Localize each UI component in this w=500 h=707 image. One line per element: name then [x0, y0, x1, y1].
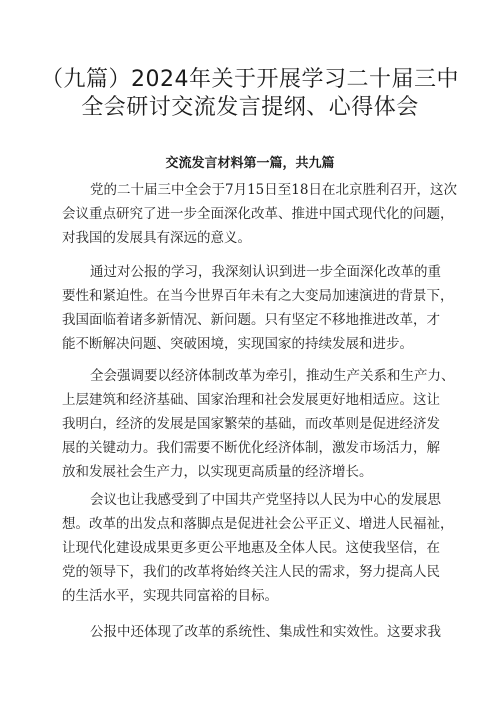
paragraph-line: 让现代化建设成果更多更公平地惠及全体人民。这使我坚信，在 [62, 540, 440, 556]
section-heading: 交流发言材料第一篇，共九篇 [165, 156, 335, 171]
paragraph-line: 党的领导下，我们的改革将始终关注人民的需求，努力提高人民 [62, 564, 440, 580]
paragraph-line: 党的二十届三中全会于7月15日至18日在北京胜利召开，这次 [90, 182, 457, 198]
paragraph-line: 会议重点研究了进一步全面深化改革、推进中国式现代化的问题， [62, 206, 454, 222]
paragraph-line: 全会强调要以经济体制改革为牵引，推动生产关系和生产力、 [90, 368, 455, 384]
paragraph-line: 要性和紧迫性。在当今世界百年未有之大变局加速演进的背景下， [62, 288, 454, 304]
paragraph-line: 公报中还体现了改革的系统性、集成性和实效性。这要求我 [90, 624, 441, 640]
document-title-line-2: 全会研讨交流发言提纲、心得体会 [81, 95, 419, 120]
paragraph-line: 我明白，经济的发展是国家繁荣的基础，而改革则是促进经济发 [62, 416, 440, 432]
paragraph-line: 能不断解决问题、突破困境，实现国家的持续发展和进步。 [62, 336, 413, 352]
paragraph-line: 放和发展社会生产力，以实现更高质量的经济增长。 [62, 464, 373, 480]
paragraph-line: 的生活水平，实现共同富裕的目标。 [62, 588, 278, 604]
paragraph-line: 通过对公报的学习，我深刻认识到进一步全面深化改革的重 [90, 264, 441, 280]
paragraph-line: 我国面临着诸多新情况、新问题。只有坚定不移地推进改革，才 [62, 312, 440, 328]
paragraph-line: 对我国的发展具有深远的意义。 [62, 230, 251, 246]
document-title-line-1: （九篇）2024年关于开展学习二十届三中 [41, 67, 459, 92]
paragraph-line: 会议也让我感受到了中国共产党坚持以人民为中心的发展思 [90, 492, 441, 508]
paragraph-line: 想。改革的出发点和落脚点是促进社会公平正义、增进人民福祉， [62, 516, 454, 532]
paragraph-line: 上层建筑和经济基础、国家治理和社会发展更好地相适应。这让 [62, 392, 440, 408]
paragraph-line: 展的关键动力。我们需要不断优化经济体制，激发市场活力，解 [62, 440, 440, 456]
